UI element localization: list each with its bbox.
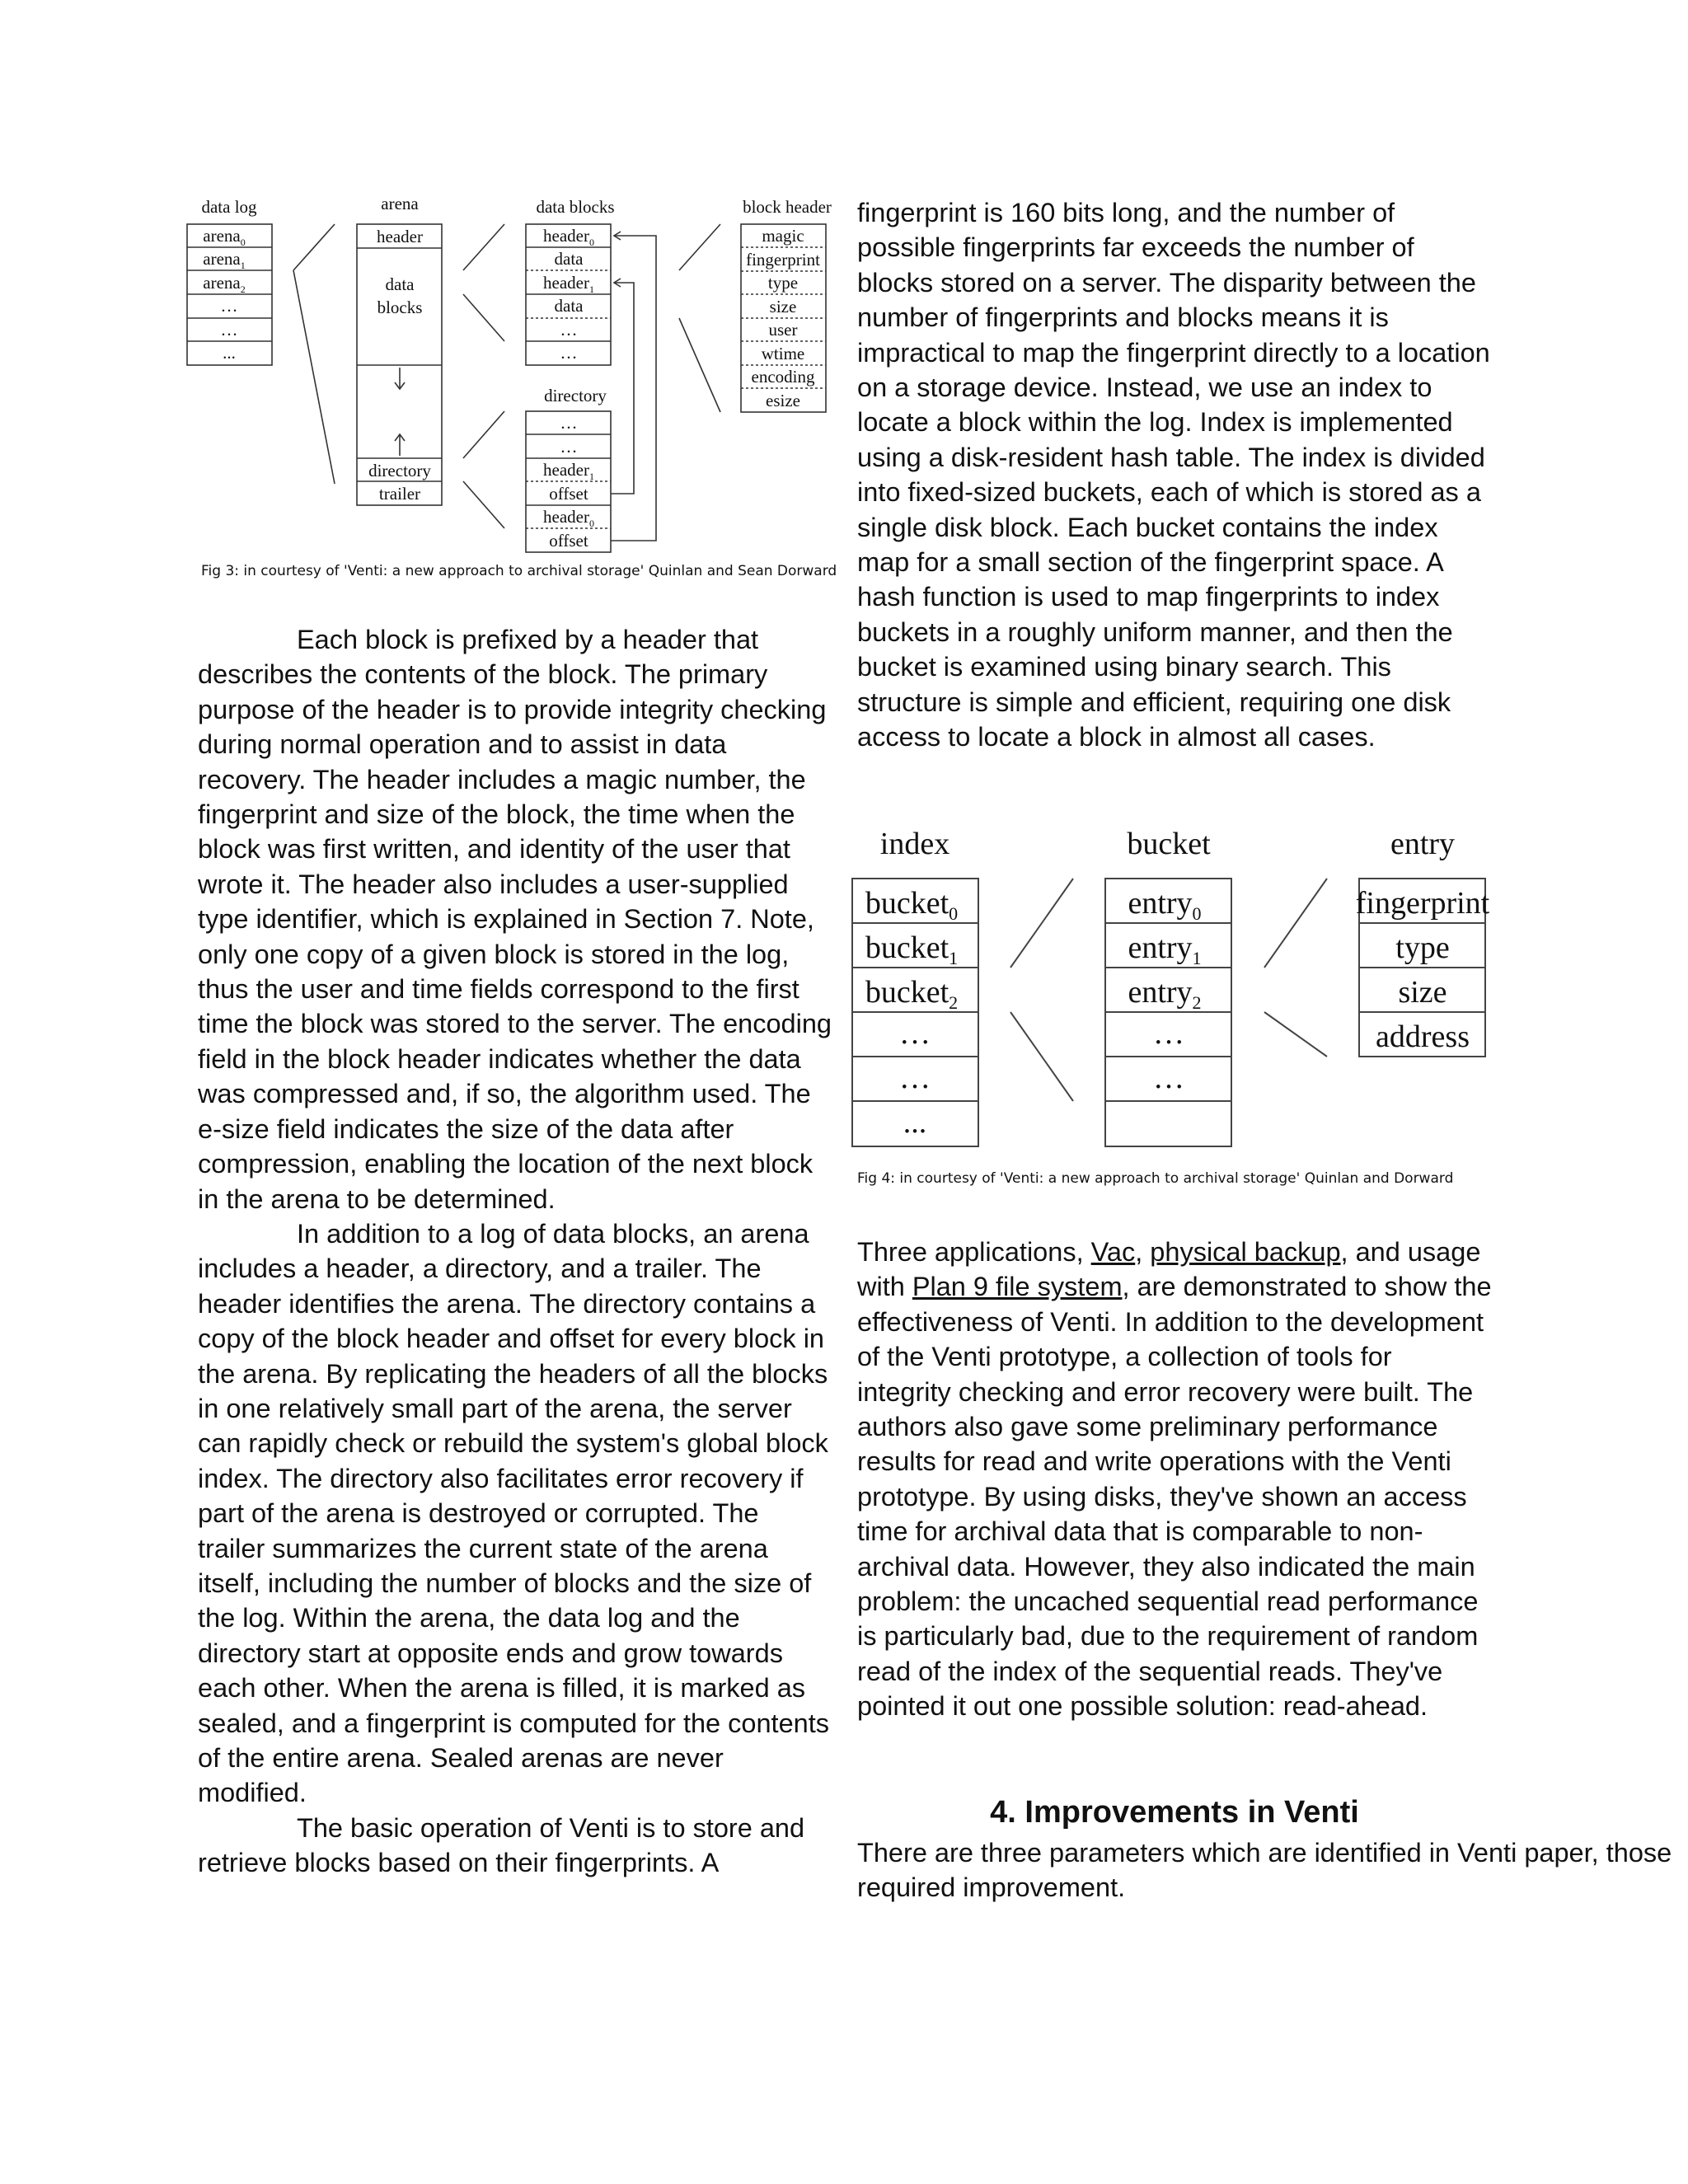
fig4-diagram: [0, 816, 1688, 1162]
block-header-cell: wtime: [761, 344, 805, 363]
link-physical-backup[interactable]: physical backup: [1150, 1237, 1341, 1267]
data-log-cell: arena$_2$: [203, 273, 246, 295]
fig3-connector: [293, 270, 335, 484]
data-log-cell: arena$_0$: [203, 226, 246, 248]
index-cell: ...: [903, 1105, 927, 1140]
data-blocks-cell: …: [560, 320, 578, 340]
fig3-label-directory: directory: [544, 386, 607, 405]
right-column-bottom: [857, 1235, 1492, 1724]
data-blocks-cell: header$_1$: [543, 273, 594, 295]
fig3-label-data-log: data log: [201, 197, 257, 217]
left-column: [198, 622, 832, 1881]
index-cell: …: [899, 1016, 931, 1051]
fig4-label-index: index: [879, 827, 950, 861]
data-blocks-cell: header$_0$: [543, 226, 594, 248]
fig3-caption: Fig 3: in courtesy of 'Venti: a new approach to archival storage' Quinlan and Sean Dorward: [201, 563, 837, 579]
arena-cell-trailer: trailer: [378, 484, 421, 504]
entry-cell: fingerprint: [1355, 886, 1490, 921]
block-header-cell: esize: [766, 391, 800, 410]
paragraph-improvements-text: There are three parameters which are identified in Venti paper, those required improvement.: [857, 1838, 1672, 1903]
bucket-cell: …: [1153, 1061, 1184, 1095]
fig4-label-entry: entry: [1390, 827, 1456, 861]
directory-cell: header$_0$: [543, 507, 594, 529]
directory-cell: …: [560, 413, 578, 433]
fig3-label-data-blocks: data blocks: [536, 197, 615, 217]
index-cell: bucket$_1$: [865, 930, 959, 968]
arena-cell-header: header: [377, 227, 423, 246]
arena-cell-blocks: blocks: [377, 298, 423, 317]
link-plan9-file-system[interactable]: Plan 9 file system: [912, 1272, 1123, 1302]
block-header-cell: fingerprint: [746, 250, 820, 269]
block-header-cell: encoding: [751, 367, 815, 387]
directory-cell: header$_1$: [543, 460, 594, 482]
index-cell: bucket$_0$: [865, 886, 959, 924]
link-vac[interactable]: Vac: [1090, 1237, 1136, 1267]
paragraph-fingerprint-index: fingerprint is 160 bits long, and the number of possible fingerprints far exceeds the number of blocks stored on a server. The disparity between the number of fingerprints and blocks means it is impractical to map the fingerprint directly to a location on a storage device. Instead, we use an index to locate a block within the log. Index is implemented using a disk-resident hash table. The index is divided into fixed-sized buckets, each of which is stored as a single disk block. Each bucket contains the index map for a small section of the fingerprint space. A hash function is used to map fingerprints to index buckets in a roughly uniform manner, and then the bucket is examined using binary search. This structure is simple and efficient, requiring one disk access to locate a block in almost all cases.: [857, 198, 1490, 752]
entry-cell: address: [1376, 1019, 1470, 1054]
entry-cell: type: [1395, 930, 1450, 965]
right-column-top: [857, 195, 1492, 755]
bucket-cell: entry$_1$: [1128, 930, 1202, 968]
data-blocks-cell: data: [554, 249, 584, 269]
data-log-cell: …: [220, 296, 238, 316]
entry-cell: size: [1398, 975, 1447, 1010]
block-header-cell: magic: [762, 226, 804, 246]
fig3-label-arena: arena: [381, 194, 419, 213]
block-header-cell: type: [767, 273, 799, 293]
paragraph-applications: Three applications, Vac, physical backup, and usage with Plan 9 file system, are demonstrated to show the effectiveness of Venti. In addition to the development of the Venti prototype, a collection of tools for integrity checking and error recovery were built. The authors also gave some preliminary performance results for read and write operations with the Venti prototype. By using disks, they've shown an access time for archival data that is comparable to non-archival data. However, they also indicated the main problem: the uncached sequential read performance is particularly bad, due to the requirement of random read of the index of the sequential reads. They've pointed it out one possible solution: read-ahead.: [857, 1237, 1492, 1722]
data-blocks-cell: data: [554, 296, 584, 316]
data-log-cell: ...: [223, 343, 236, 363]
bucket-cell: …: [1153, 1016, 1184, 1051]
directory-cell: offset: [549, 531, 588, 551]
fig4-label-bucket: bucket: [1127, 827, 1211, 861]
index-cell: …: [899, 1061, 931, 1095]
data-blocks-cell: …: [560, 343, 578, 363]
block-header-cell: size: [769, 297, 797, 316]
data-log-cell: arena$_1$: [203, 249, 246, 271]
bucket-cell: entry$_0$: [1128, 886, 1202, 924]
index-cell: bucket$_2$: [865, 975, 959, 1013]
section-heading-improvements: 4. Improvements in Venti: [990, 1795, 1359, 1830]
paragraph-improvements: [857, 1835, 1688, 1905]
directory-cell: offset: [549, 484, 588, 504]
paragraph-header-description: Each block is prefixed by a header that describes the contents of the block. The primary purpose of the header is to provide integrity checking during normal operation and to assist in data recovery. The header includes a magic number, the fingerprint and size of the block, the time when the block was first written, and identity of the user that wrote it. The header also includes a user-supplied type identifier, which is explained in Section 7. Note, only one copy of a given block is stored in the log, thus the user and time fields correspond to the first time the block was stored to the server. The encoding field in the block header indicates whether the data was compressed and, if so, the algorithm used. The e-size field indicates the size of the data after compression, enabling the location of the next block in the arena to be determined.: [198, 625, 832, 1214]
fig4-caption: Fig 4: in courtesy of 'Venti: a new approach to archival storage' Quinlan and Dorward: [857, 1170, 1454, 1187]
paragraph-basic-operation: The basic operation of Venti is to store and retrieve blocks based on their fingerprints. A: [198, 1812, 805, 1878]
arena-cell-data: data: [385, 274, 415, 294]
directory-cell: …: [560, 437, 578, 457]
arena-cell-directory: directory: [368, 461, 431, 480]
bucket-cell: entry$_2$: [1128, 975, 1202, 1013]
data-log-cell: …: [220, 320, 238, 340]
paragraph-arena-description: In addition to a log of data blocks, an arena includes a header, a directory, and a trailer. The header identifies the arena. The directory contains a copy of the block header and offset for every block in the arena. By replicating the headers of all the blocks in one relatively small part of the arena, the server can rapidly check or rebuild the system's global block index. The directory also facilitates error recovery if part of the arena is destroyed or corrupted. The trailer summarizes the current state of the arena itself, including the number of blocks and the size of the log. Within the arena, the data log and the directory start at opposite ends and grow towards each other. When the arena is filled, it is marked as sealed, and a fingerprint is computed for the contents of the entire arena. Sealed arenas are never modified.: [198, 1218, 830, 1808]
fig3-label-block-header: block header: [743, 197, 832, 217]
block-header-cell: user: [768, 320, 798, 340]
